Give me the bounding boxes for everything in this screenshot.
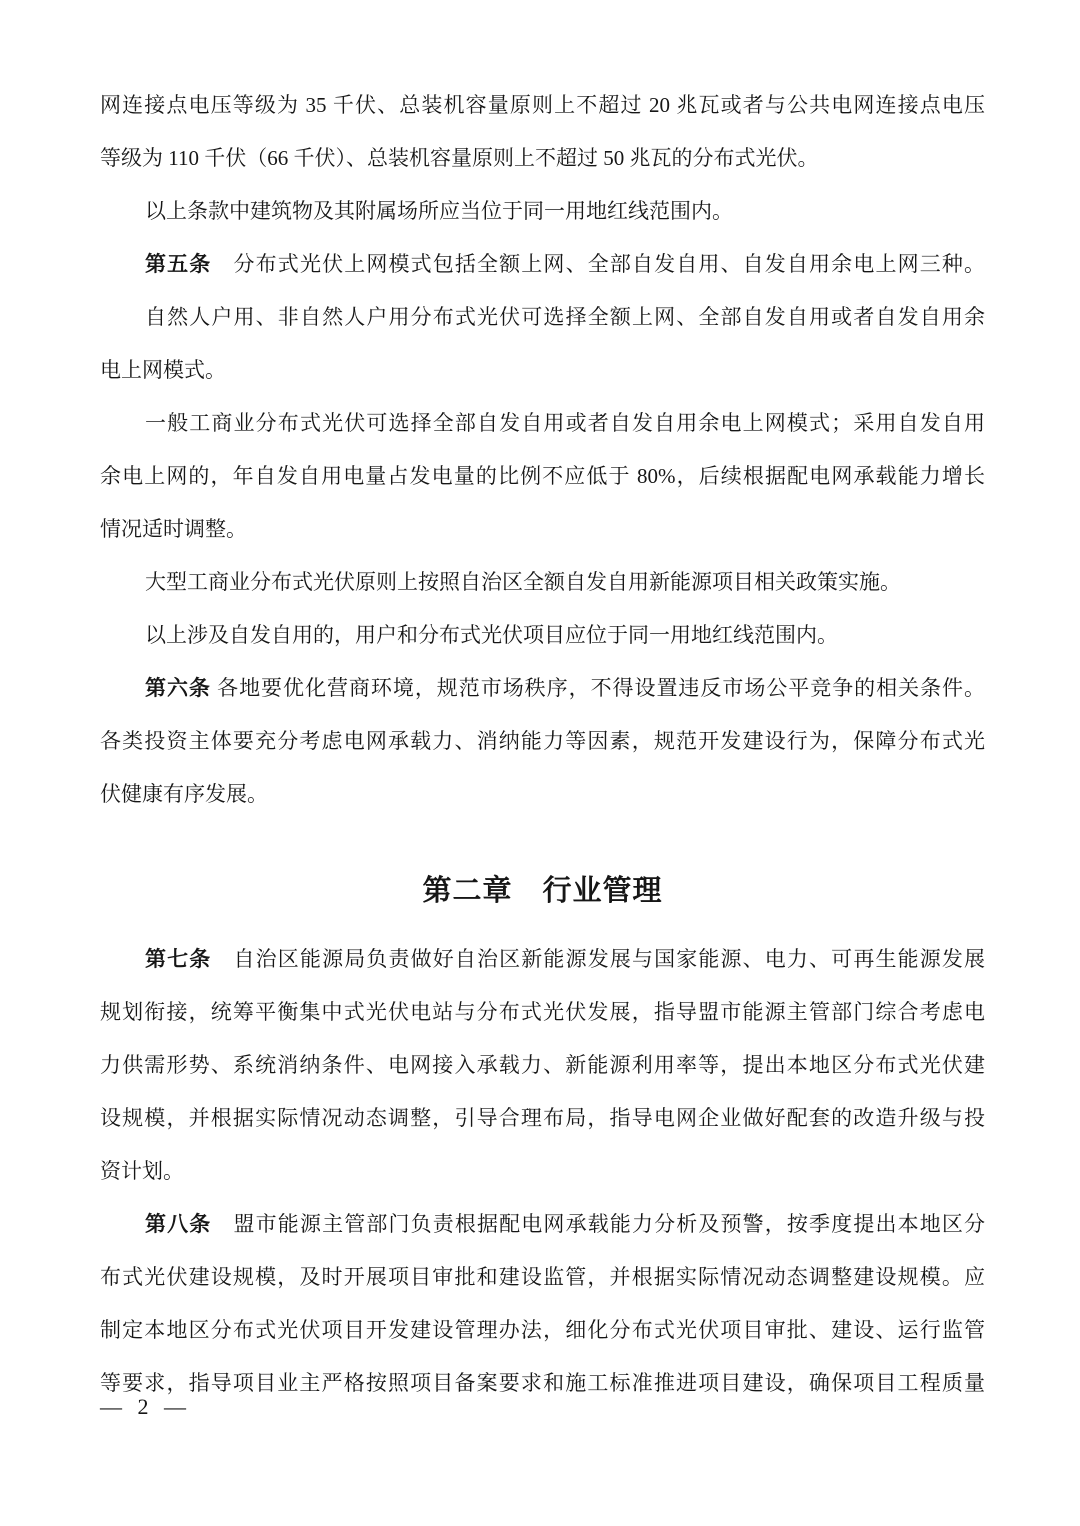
text-line: 设规模，并根据实际情况动态调整，引导合理布局，指导电网企业做好配套的改造升级与投 — [100, 1106, 985, 1130]
text-line: 一般工商业分布式光伏可选择全部自发自用或者自发自用余电上网模式；采用自发自用 — [145, 411, 985, 435]
article-number: 第八条 — [145, 1213, 212, 1236]
article-number: 第七条 — [145, 948, 212, 971]
text-line: 第五条 分布式光伏上网模式包括全额上网、全部自发自用、自发自用余电上网三种。 — [145, 252, 985, 276]
text-line: 规划衔接，统筹平衡集中式光伏电站与分布式光伏发展，指导盟市能源主管部门综合考虑电 — [100, 1000, 985, 1024]
text-line: 制定本地区分布式光伏项目开发建设管理办法，细化分布式光伏项目审批、建设、运行监管 — [100, 1318, 985, 1342]
text-line: 力供需形势、系统消纳条件、电网接入承载力、新能源利用率等，提出本地区分布式光伏建 — [100, 1053, 985, 1077]
text-line: 资计划。 — [100, 1159, 184, 1183]
text-line: 大型工商业分布式光伏原则上按照自治区全额自发自用新能源项目相关政策实施。 — [145, 570, 901, 594]
text-line: 以上涉及自发自用的，用户和分布式光伏项目应位于同一用地红线范围内。 — [145, 623, 838, 647]
text-line: 第八条 盟市能源主管部门负责根据配电网承载能力分析及预警，按季度提出本地区分 — [145, 1212, 985, 1236]
text-line: 以上条款中建筑物及其附属场所应当位于同一用地红线范围内。 — [145, 199, 733, 223]
text-line: 布式光伏建设规模，及时开展项目审批和建设监管，并根据实际情况动态调整建设规模。应 — [100, 1265, 985, 1289]
text-line: 情况适时调整。 — [100, 517, 247, 541]
article-number: 第五条 — [145, 253, 212, 276]
text-line: 等级为 110 千伏（66 千伏）、总装机容量原则上不超过 50 兆瓦的分布式光伏。 — [100, 146, 819, 170]
text-line: 余电上网的，年自发自用电量占发电量的比例不应低于 80%，后续根据配电网承载能力增长 — [100, 464, 985, 488]
text-line: 自然人户用、非自然人户用分布式光伏可选择全额上网、全部自发自用或者自发自用余 — [145, 305, 985, 329]
text-line: 各类投资主体要充分考虑电网承载力、消纳能力等因素，规范开发建设行为，保障分布式光 — [100, 729, 985, 753]
text-line: 第七条 自治区能源局负责做好自治区新能源发展与国家能源、电力、可再生能源发展 — [145, 947, 985, 971]
text-line: 网连接点电压等级为 35 千伏、总装机容量原则上不超过 20 兆瓦或者与公共电网连接点电压 — [100, 93, 985, 117]
document-body — [100, 79, 985, 1410]
article-number: 第六条 — [145, 677, 211, 700]
text-line: 电上网模式。 — [100, 358, 226, 382]
text-line: 等要求，指导项目业主严格按照项目备案要求和施工标准推进项目建设，确保项目工程质量 — [100, 1371, 985, 1395]
page-number: — 2 — — [100, 1394, 191, 1419]
chapter-heading: 第二章 行业管理 — [422, 875, 663, 907]
text-line: 第六条 各地要优化营商环境，规范市场秩序，不得设置违反市场公平竞争的相关条件。 — [145, 676, 986, 700]
text-line: 伏健康有序发展。 — [100, 782, 268, 806]
